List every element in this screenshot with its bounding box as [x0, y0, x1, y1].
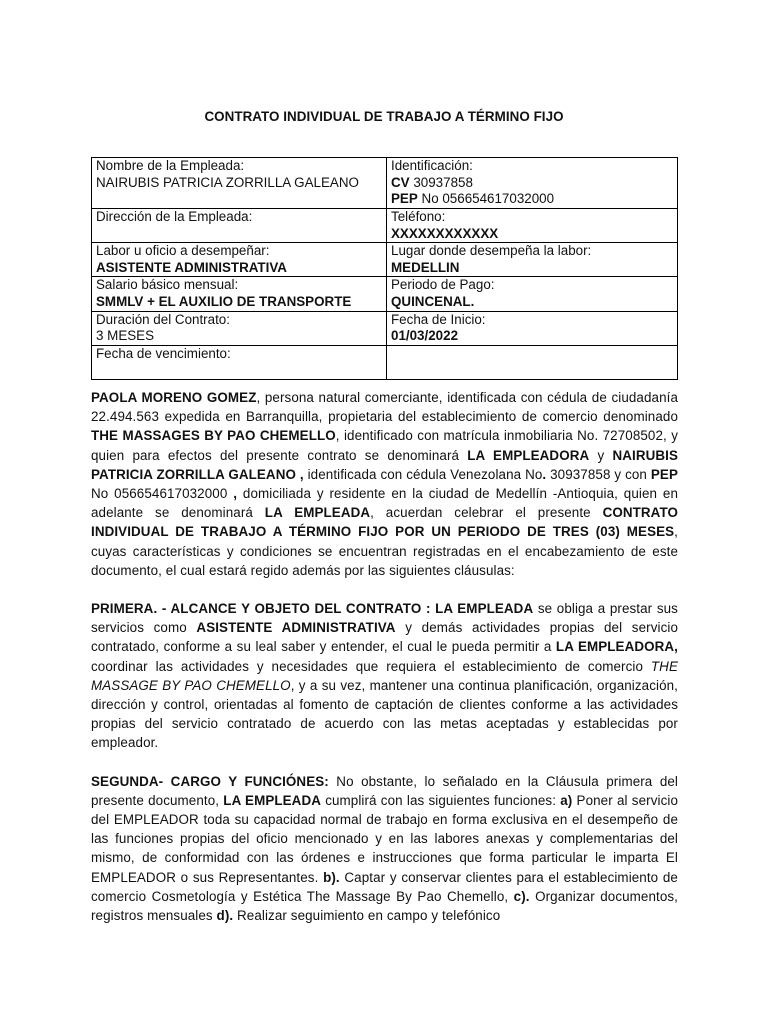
intro-text: 30937858 y con: [546, 466, 651, 482]
cv-label: CV: [391, 174, 410, 190]
employee-role: LA EMPLEADA: [264, 505, 371, 521]
duracion-value: 3 MESES: [96, 328, 155, 344]
clause-segunda: [91, 772, 678, 926]
table-cell: [387, 158, 678, 209]
table-row: [92, 209, 678, 243]
salario-value: SMMLV + EL AUXILIO DE TRANSPORTE: [96, 293, 352, 309]
nombre-label: Nombre de la Empleada:: [96, 158, 245, 173]
intro-text: domiciliada y residente en la ciudad de Medellín -Antioquia, quien en adelante se denominará: [91, 486, 679, 521]
table-cell: [387, 277, 678, 311]
item-marker: a): [560, 792, 573, 808]
nombre-value: NAIRUBIS PATRICIA ZORRILLA GALEANO: [96, 174, 359, 190]
table-cell: [92, 209, 387, 243]
telefono-value: XXXXXXXXXXXX: [391, 225, 499, 241]
pep-term: PEP: [650, 466, 678, 482]
table-row: [92, 311, 678, 345]
telefono-label: Teléfono:: [391, 209, 446, 224]
intro-text: ,: [233, 486, 238, 502]
cv-value: 30937858: [409, 174, 473, 190]
clause-text: Captar y conservar clientes para el establecimiento de comercio Cosmetología y Estética The Massage By Pao Chemello,: [91, 869, 678, 904]
table-cell: [387, 243, 678, 277]
clause-text: y demás actividades propias del servicio contratado, conforme a su leal saber y entender, el cual le pueda permitir a: [91, 620, 678, 655]
clause-text: coordinar las actividades y necesidades que requiera el establecimiento de comercio: [91, 658, 651, 674]
intro-text: identificada con cédula Venezolana No: [303, 466, 543, 482]
pep-value: No 056654617032000: [417, 191, 555, 207]
employer-role: LA EMPLEADORA: [467, 447, 590, 463]
lugar-value: MEDELLIN: [391, 259, 460, 275]
item-marker: d).: [216, 908, 234, 924]
contract-info-table: [91, 157, 678, 380]
pep-label: PEP: [391, 191, 418, 207]
intro-paragraph: [91, 388, 678, 580]
direccion-label: Dirección de la Empleada:: [96, 209, 253, 224]
contract-body: [91, 388, 678, 925]
clause-heading: PRIMERA. - ALCANCE Y OBJETO DEL CONTRATO : LA EMPLEADA: [91, 601, 534, 617]
business-name: THE MASSAGE BY PAO CHEMELLO: [91, 658, 678, 693]
contract-type: CONTRATO INDIVIDUAL DE TRABAJO A TÉRMINO FIJO POR UN PERIODO DE TRES (03) MESES: [91, 505, 678, 540]
business-name: THE MASSAGES BY PAO CHEMELLO: [91, 428, 336, 444]
clause-text: Organizar documentos, registros mensuales: [91, 888, 679, 924]
lugar-label: Lugar donde desempeña la labor:: [391, 243, 592, 259]
table-cell: [92, 243, 387, 277]
clause-text: No obstante, lo señalado en la Cláusula primera del presente documento,: [91, 773, 678, 808]
table-cell: [92, 277, 387, 311]
intro-text: y: [589, 447, 613, 463]
clause-text: se obliga a prestar sus servicios como: [91, 601, 678, 636]
fecha-inicio-label: Fecha de Inicio:: [391, 311, 486, 327]
clause-text: , y a su vez, mantener una continua planificación, organización, dirección y control, orientadas al fomento de captación de clientes conforme a las actividades propias del servicio contratado de acuerdo con las metas aceptadas y establecidas por empleador.: [91, 677, 678, 751]
clause-text: Realizar seguimiento en campo y telefónico: [233, 908, 501, 924]
periodo-label: Periodo de Pago:: [391, 277, 495, 293]
table-row: [92, 345, 678, 379]
table-row: [92, 158, 678, 209]
item-marker: b).: [323, 869, 340, 885]
table-row: [92, 243, 678, 277]
intro-text: , cuyas características y condiciones se encuentran registradas en el encabezamiento de este documento, el cual estará regido además por las siguientes cláusulas:: [91, 524, 678, 578]
table-cell: [92, 158, 387, 209]
employer-name: PAOLA MORENO GOMEZ: [91, 390, 257, 405]
table-cell: [92, 311, 387, 345]
table-cell: [387, 345, 678, 379]
labor-label: Labor u oficio a desempeñar:: [96, 243, 270, 259]
duracion-label: Duración del Contrato:: [96, 311, 230, 327]
intro-text: .: [542, 466, 547, 482]
table-row: [92, 277, 678, 311]
table-cell: [387, 209, 678, 243]
employer-role: LA EMPLEADORA,: [555, 639, 678, 655]
employee-role: LA EMPLEADA: [223, 792, 321, 808]
intro-text: , persona natural comerciante, identificada con cédula de ciudadanía 22.494.563 expedida en Barranquilla, propietaria del establecimiento de comercio denominado: [91, 390, 678, 425]
table-cell: [387, 311, 678, 345]
clause-text: cumplirá con las siguientes funciones:: [321, 792, 561, 808]
intro-text: No 056654617032000: [91, 486, 234, 502]
position-name: ASISTENTE ADMINISTRATIVA: [196, 620, 396, 636]
table-cell: [92, 345, 387, 379]
intro-text: , identificado con matrícula inmobiliaria No. 72708502, y quien para efectos del presente contrato se denominará: [91, 428, 678, 463]
fecha-inicio-value: 01/03/2022: [391, 328, 459, 344]
item-marker: c).: [513, 888, 530, 904]
salario-label: Salario básico mensual:: [96, 277, 239, 293]
periodo-value: QUINCENAL.: [391, 293, 475, 309]
clause-text: Poner al servicio del EMPLEADOR toda su capacidad normal de trabajo en forma exclusiva en el desempeño de las funciones propias del oficio mencionado y en las labores anexas y complementarias del mismo, de conformidad con las órdenes e instrucciones que forma particular le imparta El EMPLEADOR o sus Representantes.: [91, 792, 679, 885]
vencimiento-label: Fecha de vencimiento:: [96, 345, 231, 361]
labor-value: ASISTENTE ADMINISTRATIVA: [96, 259, 287, 275]
cv-line: [391, 175, 677, 192]
intro-text: , acuerdan celebrar el presente: [370, 505, 603, 521]
clause-primera: [91, 599, 678, 753]
ident-label: Identificación:: [391, 158, 473, 173]
page-title: CONTRATO INDIVIDUAL DE TRABAJO A TÉRMINO FIJO: [204, 109, 564, 124]
pep-line: [391, 191, 677, 208]
employee-name: NAIRUBIS PATRICIA ZORRILLA GALEANO ,: [91, 447, 678, 482]
clause-heading: SEGUNDA- CARGO Y FUNCIÓNES:: [91, 773, 329, 789]
